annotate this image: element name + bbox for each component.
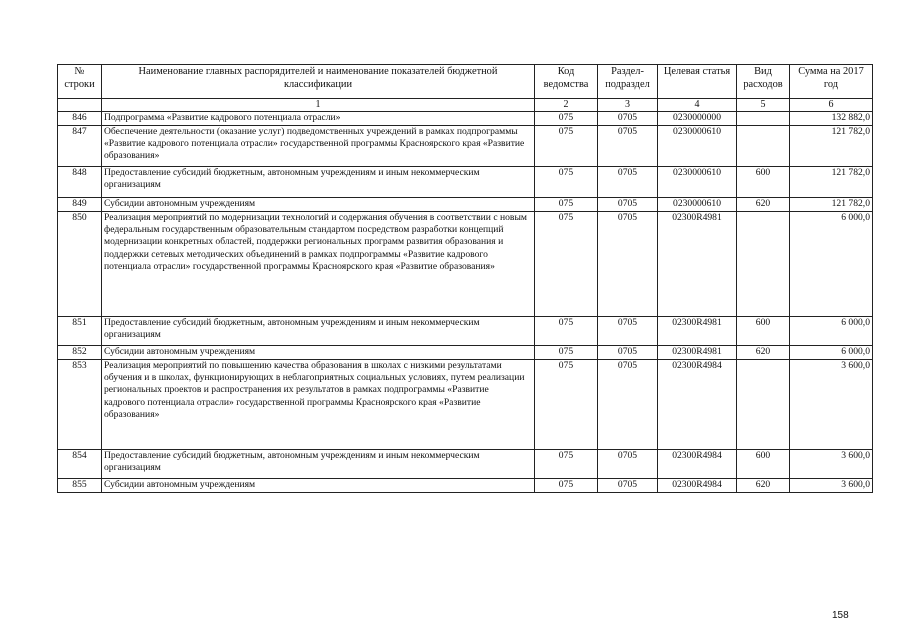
table-row bbox=[58, 360, 873, 450]
column-number-row bbox=[58, 99, 873, 112]
row-expense-type: 620 bbox=[737, 346, 790, 360]
row-number: 850 bbox=[58, 212, 102, 317]
row-section: 0705 bbox=[598, 346, 658, 360]
row-sum: 3 600,0 bbox=[790, 479, 873, 493]
row-department-code: 075 bbox=[535, 317, 598, 346]
row-sum: 6 000,0 bbox=[790, 317, 873, 346]
table-body bbox=[58, 112, 873, 493]
row-name: Предоставление субсидий бюджетным, автономным учреждениям и иным некоммерческим организациям bbox=[102, 167, 535, 198]
table-row bbox=[58, 317, 873, 346]
row-target-article: 02300R4981 bbox=[658, 346, 737, 360]
row-sum: 3 600,0 bbox=[790, 360, 873, 450]
row-sum: 121 782,0 bbox=[790, 198, 873, 212]
table-row bbox=[58, 479, 873, 493]
row-department-code: 075 bbox=[535, 479, 598, 493]
row-target-article: 02300R4981 bbox=[658, 317, 737, 346]
header-row bbox=[58, 65, 873, 99]
row-section: 0705 bbox=[598, 360, 658, 450]
row-section: 0705 bbox=[598, 212, 658, 317]
row-section: 0705 bbox=[598, 112, 658, 126]
column-number bbox=[58, 99, 102, 112]
row-sum: 6 000,0 bbox=[790, 212, 873, 317]
table-row bbox=[58, 212, 873, 317]
header-section: Раздел-подраздел bbox=[598, 65, 658, 99]
table-row bbox=[58, 198, 873, 212]
row-target-article: 02300R4984 bbox=[658, 360, 737, 450]
column-number: 2 bbox=[535, 99, 598, 112]
row-section: 0705 bbox=[598, 479, 658, 493]
row-section: 0705 bbox=[598, 167, 658, 198]
row-expense-type bbox=[737, 212, 790, 317]
row-expense-type: 600 bbox=[737, 450, 790, 479]
table-row bbox=[58, 346, 873, 360]
row-name: Субсидии автономным учреждениям bbox=[102, 346, 535, 360]
row-section: 0705 bbox=[598, 450, 658, 479]
header-expense-type: Вид расходов bbox=[737, 65, 790, 99]
page-number: 158 bbox=[832, 610, 849, 621]
row-expense-type: 620 bbox=[737, 479, 790, 493]
row-sum: 121 782,0 bbox=[790, 167, 873, 198]
row-sum: 121 782,0 bbox=[790, 126, 873, 167]
row-name: Субсидии автономным учреждениям bbox=[102, 479, 535, 493]
header-target-article: Целевая статья bbox=[658, 65, 737, 99]
row-target-article: 0230000610 bbox=[658, 167, 737, 198]
header-row-number: № строки bbox=[58, 65, 102, 99]
column-number: 5 bbox=[737, 99, 790, 112]
row-expense-type: 600 bbox=[737, 167, 790, 198]
row-name: Предоставление субсидий бюджетным, автономным учреждениям и иным некоммерческим организациям bbox=[102, 450, 535, 479]
column-number: 3 bbox=[598, 99, 658, 112]
row-section: 0705 bbox=[598, 198, 658, 212]
row-department-code: 075 bbox=[535, 212, 598, 317]
row-target-article: 02300R4984 bbox=[658, 479, 737, 493]
row-number: 846 bbox=[58, 112, 102, 126]
budget-table bbox=[57, 64, 873, 493]
row-department-code: 075 bbox=[535, 167, 598, 198]
row-number: 853 bbox=[58, 360, 102, 450]
row-number: 848 bbox=[58, 167, 102, 198]
row-name: Реализация мероприятий по модернизации технологий и содержания обучения в соответствии с новым федеральным государственным образовательным стандартом посредством разработки концепций модернизации конкретных областей, поддержки региональных программ развития образования и поддержки сетевых методических объединений в рамках подпрограммы «Развитие кадрового потенциала отрасли» государственной программы Красноярского края «Развитие образования» bbox=[102, 212, 535, 317]
table-row bbox=[58, 112, 873, 126]
row-section: 0705 bbox=[598, 126, 658, 167]
row-department-code: 075 bbox=[535, 198, 598, 212]
table-row bbox=[58, 126, 873, 167]
header-department-code: Код ведомства bbox=[535, 65, 598, 99]
row-expense-type bbox=[737, 112, 790, 126]
row-department-code: 075 bbox=[535, 450, 598, 479]
row-name: Подпрограмма «Развитие кадрового потенциала отрасли» bbox=[102, 112, 535, 126]
row-department-code: 075 bbox=[535, 360, 598, 450]
row-sum: 6 000,0 bbox=[790, 346, 873, 360]
column-number: 6 bbox=[790, 99, 873, 112]
row-number: 852 bbox=[58, 346, 102, 360]
row-target-article: 02300R4984 bbox=[658, 450, 737, 479]
row-name: Предоставление субсидий бюджетным, автономным учреждениям и иным некоммерческим организациям bbox=[102, 317, 535, 346]
row-target-article: 02300R4981 bbox=[658, 212, 737, 317]
header-name: Наименование главных распорядителей и наименование показателей бюджетной классификации bbox=[102, 65, 535, 99]
row-target-article: 0230000610 bbox=[658, 198, 737, 212]
row-name: Реализация мероприятий по повышению качества образования в школах с низкими результатами обучения и в школах, функционирующих в неблагоприятных социальных условиях, путем реализации региональных проектов и распространения их результатов в рамках подпрограммы «Развитие кадрового потенциала отрасли» государственной программы Красноярского края «Развитие образования» bbox=[102, 360, 535, 450]
row-expense-type: 600 bbox=[737, 317, 790, 346]
header-sum: Сумма на 2017 год bbox=[790, 65, 873, 99]
row-target-article: 0230000610 bbox=[658, 126, 737, 167]
row-department-code: 075 bbox=[535, 112, 598, 126]
row-expense-type bbox=[737, 360, 790, 450]
row-section: 0705 bbox=[598, 317, 658, 346]
column-number: 4 bbox=[658, 99, 737, 112]
row-name: Обеспечение деятельности (оказание услуг) подведомственных учреждений в рамках подпрограммы «Развитие кадрового потенциала отрасли» государственной программы Красноярского края «Развитие образования» bbox=[102, 126, 535, 167]
row-number: 847 bbox=[58, 126, 102, 167]
row-sum: 3 600,0 bbox=[790, 450, 873, 479]
row-department-code: 075 bbox=[535, 346, 598, 360]
row-target-article: 0230000000 bbox=[658, 112, 737, 126]
row-department-code: 075 bbox=[535, 126, 598, 167]
row-sum: 132 882,0 bbox=[790, 112, 873, 126]
table-row bbox=[58, 450, 873, 479]
row-number: 849 bbox=[58, 198, 102, 212]
column-number: 1 bbox=[102, 99, 535, 112]
row-number: 854 bbox=[58, 450, 102, 479]
row-expense-type bbox=[737, 126, 790, 167]
row-number: 851 bbox=[58, 317, 102, 346]
row-number: 855 bbox=[58, 479, 102, 493]
row-name: Субсидии автономным учреждениям bbox=[102, 198, 535, 212]
table-header bbox=[58, 65, 873, 112]
table-row bbox=[58, 167, 873, 198]
row-expense-type: 620 bbox=[737, 198, 790, 212]
